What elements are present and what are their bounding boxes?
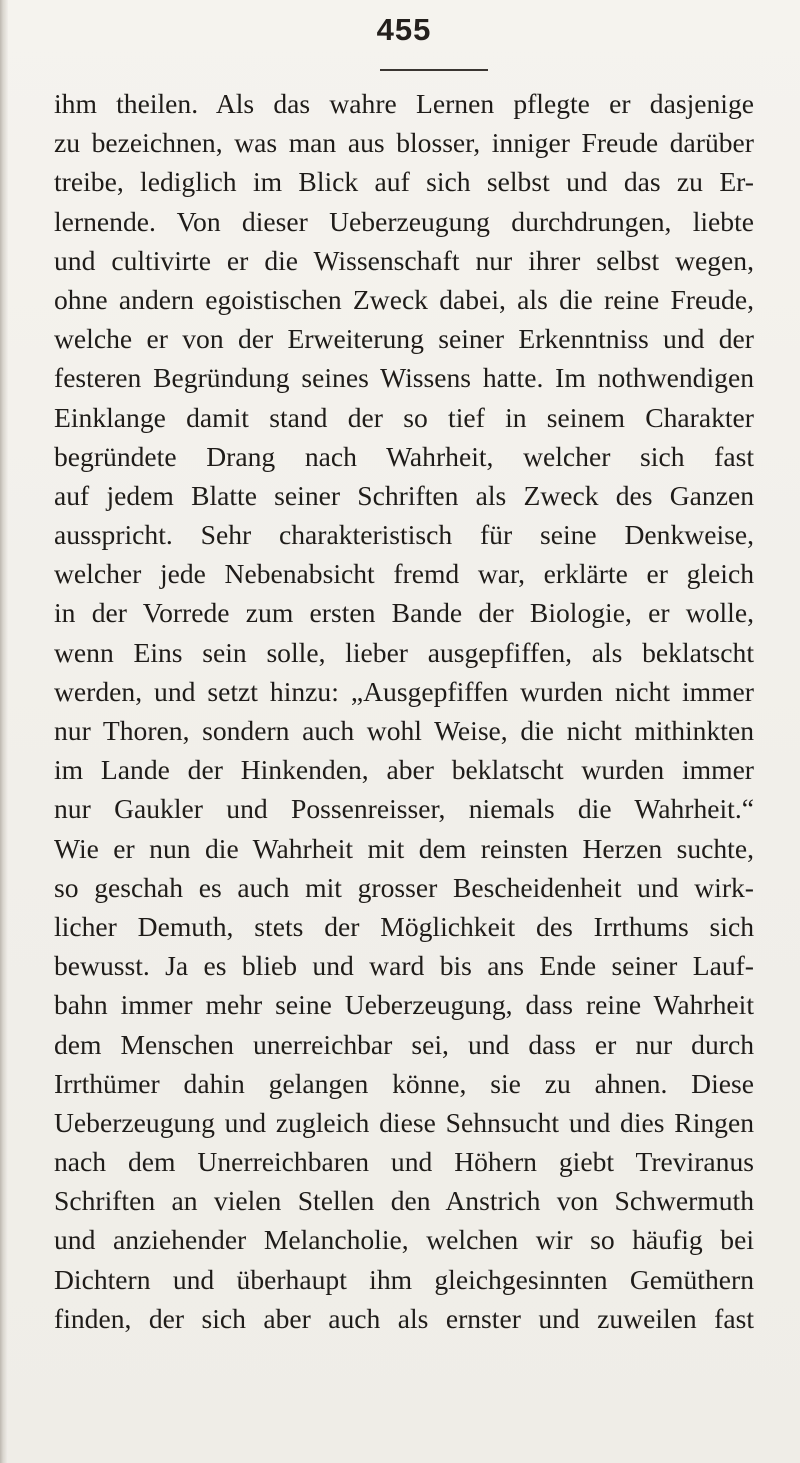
text-line: ihm theilen. Als das wahre Lernen pflegte er dasjenige	[54, 88, 754, 119]
text-line: lernende. Von dieser Ueberzeugung durchdrungen, liebte	[54, 205, 754, 237]
body-text	[54, 84, 754, 1338]
text-line: Wie er nun die Wahrheit mit dem reinsten Herzen suchte,	[54, 832, 754, 864]
page-number: 455	[376, 12, 432, 47]
text-line: ohne andern egoistischen Zweck dabei, als die reine Freude,	[54, 283, 754, 315]
text-line: bahn immer mehr seine Ueberzeugung, dass reine Wahrheit	[54, 989, 754, 1021]
text-line: ausspricht. Sehr charakteristisch für seine Denkweise,	[54, 519, 754, 551]
text-line: nach dem Unerreichbaren und Höhern giebt Treviranus	[54, 1146, 754, 1178]
text-line: so geschah es auch mit grosser Bescheidenheit und wirk-	[54, 871, 754, 903]
text-line: nur Gaukler und Possenreisser, niemals die Wahrheit.“	[54, 793, 754, 825]
text-line: auf jedem Blatte seiner Schriften als Zweck des Ganzen	[54, 479, 754, 511]
text-line: begründete Drang nach Wahrheit, welcher sich fast	[54, 440, 754, 472]
text-line: Einklange damit stand der so tief in seinem Charakter	[54, 401, 754, 433]
text-line: wenn Eins sein solle, lieber ausgepfiffen, als beklatscht	[54, 636, 754, 668]
text-line: im Lande der Hinkenden, aber beklatscht wurden immer	[54, 754, 754, 786]
text-line: bewusst. Ja es blieb und ward bis ans Ende seiner Lauf-	[54, 950, 754, 982]
text-line: Irrthümer dahin gelangen könne, sie zu ahnen. Diese	[54, 1067, 754, 1099]
text-line: nur Thoren, sondern auch wohl Weise, die nicht mithinkten	[54, 715, 754, 746]
text-line: Ueberzeugung und zugleich diese Sehnsucht und dies Ringen	[54, 1106, 754, 1138]
page-number-rule	[380, 69, 488, 71]
text-line: und anziehender Melancholie, welchen wir so häufig bei	[54, 1224, 754, 1256]
text-line: in der Vorrede zum ersten Bande der Biologie, er wolle,	[54, 597, 754, 629]
text-line: welcher jede Nebenabsicht fremd war, erklärte er gleich	[54, 558, 754, 590]
text-line: festeren Begründung seines Wissens hatte. Im nothwendigen	[54, 362, 754, 394]
page-edge-shadow	[0, 0, 8, 1463]
text-line: Schriften an vielen Stellen den Anstrich von Schwermuth	[54, 1185, 754, 1217]
text-line: treibe, lediglich im Blick auf sich selbst und das zu Er-	[54, 166, 754, 198]
text-line: werden, und setzt hinzu: „Ausgepfiffen wurden nicht immer	[54, 675, 754, 707]
text-line: Dichtern und überhaupt ihm gleichgesinnten Gemüthern	[54, 1263, 754, 1295]
text-line: und cultivirte er die Wissenschaft nur ihrer selbst wegen,	[54, 244, 754, 276]
text-line: licher Demuth, stets der Möglichkeit des Irrthums sich	[54, 910, 754, 942]
text-line: zu bezeichnen, was man aus blosser, inniger Freude darüber	[54, 127, 754, 159]
text-line: finden, der sich aber auch als ernster und zuweilen fast	[54, 1302, 754, 1334]
text-line: welche er von der Erweiterung seiner Erkenntniss und der	[54, 323, 754, 355]
text-line: dem Menschen unerreichbar sei, und dass er nur durch	[54, 1028, 754, 1060]
